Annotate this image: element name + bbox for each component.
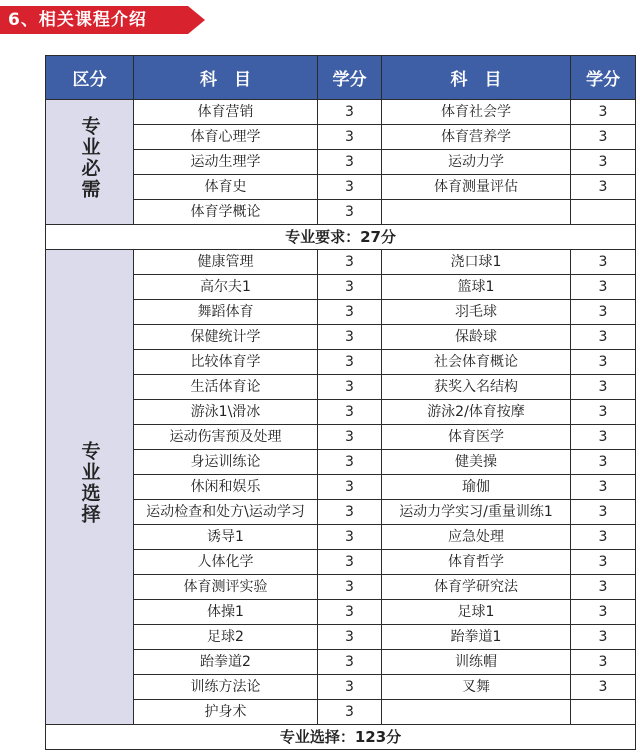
table-row xyxy=(46,350,636,375)
credit-cell: 3 xyxy=(571,275,636,300)
credit-cell: 3 xyxy=(571,500,636,525)
credit-cell: 3 xyxy=(318,600,382,625)
subject-cell: 足球1 xyxy=(382,600,571,625)
subject-cell: 体育测量评估 xyxy=(382,175,571,200)
table-row xyxy=(46,125,636,150)
credit-cell: 3 xyxy=(318,475,382,500)
credit-cell: 3 xyxy=(318,525,382,550)
credit-cell: 3 xyxy=(571,350,636,375)
subject-cell: 运动生理学 xyxy=(134,150,318,175)
credit-cell: 3 xyxy=(571,675,636,700)
credit-cell: 3 xyxy=(571,100,636,125)
table-row xyxy=(46,700,636,725)
table-row xyxy=(46,600,636,625)
subject-cell: 护身术 xyxy=(134,700,318,725)
credit-cell xyxy=(571,200,636,225)
subject-cell: 体操1 xyxy=(134,600,318,625)
subject-cell: 体育学研究法 xyxy=(382,575,571,600)
table-row xyxy=(46,275,636,300)
table-row xyxy=(46,100,636,125)
subject-cell: 人体化学 xyxy=(134,550,318,575)
table-row xyxy=(46,500,636,525)
credit-cell: 3 xyxy=(571,325,636,350)
subject-cell: 叉舞 xyxy=(382,675,571,700)
subject-cell: 体育哲学 xyxy=(382,550,571,575)
credit-cell: 3 xyxy=(318,400,382,425)
subject-cell: 运动伤害预及处理 xyxy=(134,425,318,450)
required-category-label: 专业必需 xyxy=(78,116,101,200)
credit-cell: 3 xyxy=(571,400,636,425)
credit-cell: 3 xyxy=(318,100,382,125)
credit-cell: 3 xyxy=(318,150,382,175)
table-row xyxy=(46,625,636,650)
section-banner xyxy=(0,6,205,34)
credit-cell: 3 xyxy=(571,475,636,500)
credit-cell: 3 xyxy=(318,175,382,200)
credit-cell: 3 xyxy=(571,375,636,400)
subject-cell: 体育测评实验 xyxy=(134,575,318,600)
subject-cell: 应急处理 xyxy=(382,525,571,550)
subject-cell: 训练方法论 xyxy=(134,675,318,700)
subject-cell: 体育学概论 xyxy=(134,200,318,225)
credit-cell: 3 xyxy=(318,675,382,700)
table-row xyxy=(46,175,636,200)
subject-cell: 游泳1\滑冰 xyxy=(134,400,318,425)
credit-cell: 3 xyxy=(571,550,636,575)
table-row xyxy=(46,525,636,550)
credit-cell: 3 xyxy=(571,175,636,200)
credit-cell: 3 xyxy=(571,300,636,325)
credit-cell: 3 xyxy=(318,450,382,475)
subject-cell: 运动力学 xyxy=(382,150,571,175)
summary-row xyxy=(46,225,636,250)
elective-category-label: 专业选择 xyxy=(78,441,101,525)
table-row xyxy=(46,575,636,600)
subject-cell: 体育心理学 xyxy=(134,125,318,150)
subject-cell: 篮球1 xyxy=(382,275,571,300)
credit-cell: 3 xyxy=(318,575,382,600)
section-title: 6、相关课程介绍 xyxy=(8,10,147,30)
credit-cell: 3 xyxy=(318,425,382,450)
credit-cell: 3 xyxy=(571,600,636,625)
credit-cell: 3 xyxy=(318,375,382,400)
header-category: 区分 xyxy=(46,56,134,100)
credit-cell: 3 xyxy=(571,150,636,175)
table-row xyxy=(46,675,636,700)
subject-cell: 跆拳道1 xyxy=(382,625,571,650)
subject-cell: 体育医学 xyxy=(382,425,571,450)
subject-cell: 体育社会学 xyxy=(382,100,571,125)
credit-cell: 3 xyxy=(318,125,382,150)
subject-cell: 运动力学实习/重量训练1 xyxy=(382,500,571,525)
subject-cell: 运动检查和处方\运动学习 xyxy=(134,500,318,525)
subject-cell: 保健统计学 xyxy=(134,325,318,350)
subject-cell: 游泳2/体育按摩 xyxy=(382,400,571,425)
credit-cell: 3 xyxy=(571,125,636,150)
table-row xyxy=(46,400,636,425)
subject-cell: 体育史 xyxy=(134,175,318,200)
table-row xyxy=(46,325,636,350)
subject-cell xyxy=(382,700,571,725)
subject-cell: 健美操 xyxy=(382,450,571,475)
table-row xyxy=(46,650,636,675)
header-subject: 科 目 xyxy=(134,56,318,100)
credit-cell: 3 xyxy=(571,575,636,600)
subject-cell: 高尔夫1 xyxy=(134,275,318,300)
credit-cell: 3 xyxy=(318,250,382,275)
credit-cell: 3 xyxy=(571,650,636,675)
table-row xyxy=(46,550,636,575)
credit-cell: 3 xyxy=(318,500,382,525)
subject-cell: 休闲和娱乐 xyxy=(134,475,318,500)
required-summary: 专业要求：27分 xyxy=(46,225,636,250)
credit-cell xyxy=(571,700,636,725)
header-subject: 科 目 xyxy=(382,56,571,100)
header-credit: 学分 xyxy=(571,56,636,100)
course-table xyxy=(45,55,636,750)
credit-cell: 3 xyxy=(571,250,636,275)
subject-cell: 体育营销 xyxy=(134,100,318,125)
summary-row xyxy=(46,725,636,750)
table-row xyxy=(46,450,636,475)
subject-cell: 羽毛球 xyxy=(382,300,571,325)
elective-summary: 专业选择：123分 xyxy=(46,725,636,750)
table-row xyxy=(46,250,636,275)
subject-cell: 训练帽 xyxy=(382,650,571,675)
subject-cell: 足球2 xyxy=(134,625,318,650)
elective-category-cell xyxy=(46,250,134,725)
credit-cell: 3 xyxy=(571,525,636,550)
credit-cell: 3 xyxy=(571,425,636,450)
credit-cell: 3 xyxy=(318,700,382,725)
subject-cell: 身运训练论 xyxy=(134,450,318,475)
credit-cell: 3 xyxy=(318,625,382,650)
credit-cell: 3 xyxy=(318,275,382,300)
subject-cell: 比较体育学 xyxy=(134,350,318,375)
credit-cell: 3 xyxy=(571,450,636,475)
subject-cell: 浇口球1 xyxy=(382,250,571,275)
subject-cell: 获奖入名结构 xyxy=(382,375,571,400)
required-category-cell xyxy=(46,100,134,225)
header-credit: 学分 xyxy=(318,56,382,100)
subject-cell xyxy=(382,200,571,225)
table-row xyxy=(46,375,636,400)
credit-cell: 3 xyxy=(318,550,382,575)
subject-cell: 社会体育概论 xyxy=(382,350,571,375)
table-row xyxy=(46,150,636,175)
table-row xyxy=(46,475,636,500)
subject-cell: 瑜伽 xyxy=(382,475,571,500)
credit-cell: 3 xyxy=(318,650,382,675)
subject-cell: 生活体育论 xyxy=(134,375,318,400)
header-row xyxy=(46,56,636,100)
subject-cell: 保龄球 xyxy=(382,325,571,350)
subject-cell: 跆拳道2 xyxy=(134,650,318,675)
credit-cell: 3 xyxy=(318,350,382,375)
subject-cell: 舞蹈体育 xyxy=(134,300,318,325)
credit-cell: 3 xyxy=(318,300,382,325)
subject-cell: 诱导1 xyxy=(134,525,318,550)
subject-cell: 体育营养学 xyxy=(382,125,571,150)
table-row xyxy=(46,425,636,450)
credit-cell: 3 xyxy=(571,625,636,650)
credit-cell: 3 xyxy=(318,200,382,225)
table-row xyxy=(46,200,636,225)
table-row xyxy=(46,300,636,325)
subject-cell: 健康管理 xyxy=(134,250,318,275)
credit-cell: 3 xyxy=(318,325,382,350)
